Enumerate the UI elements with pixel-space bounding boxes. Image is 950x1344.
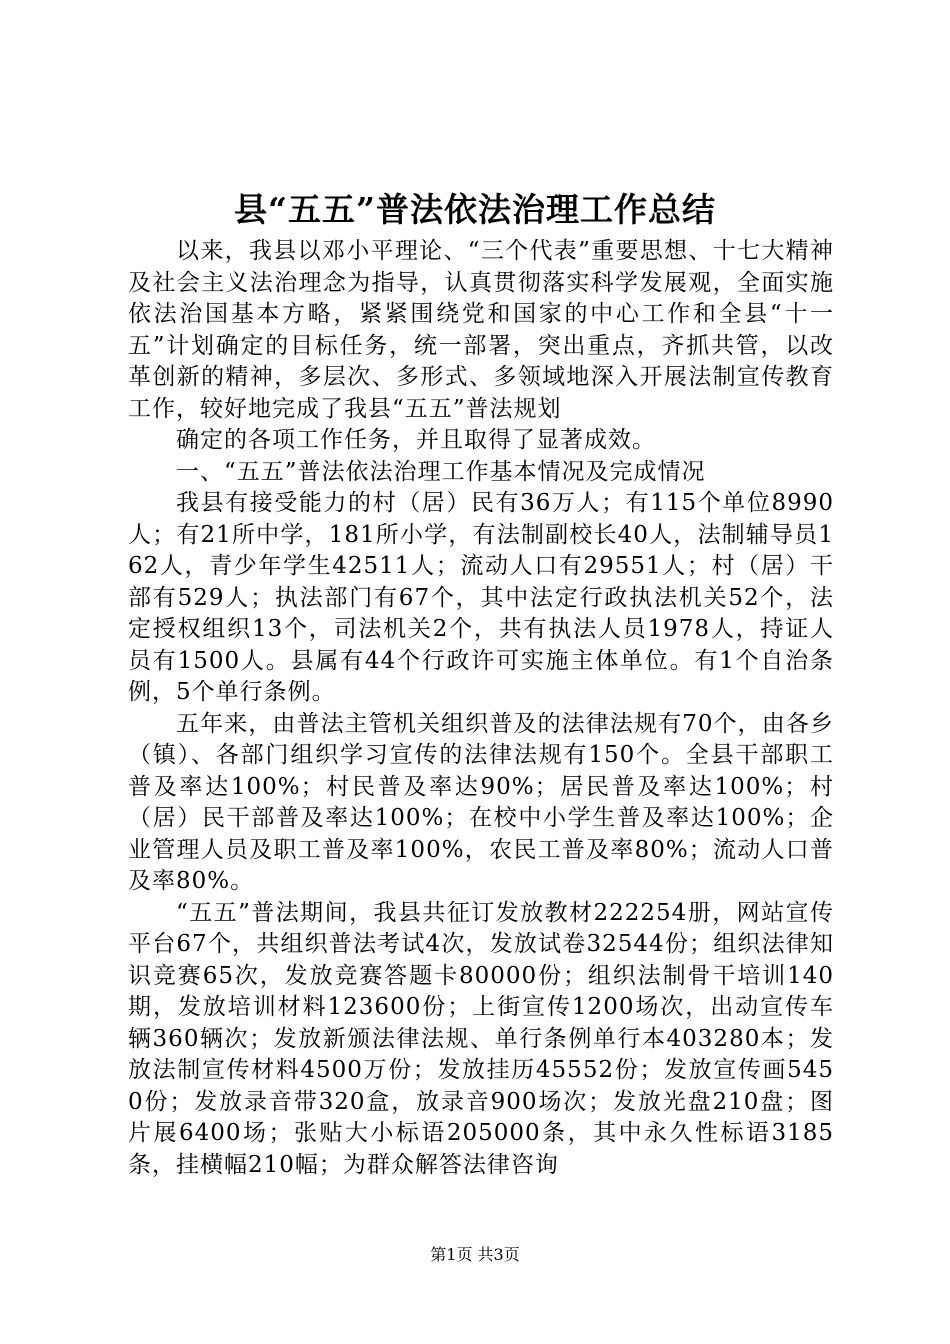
paragraph-intro: 以来，我县以邓小平理论、“三个代表”重要思想、十七大精神及社会主义法治理念为指导，认真贯彻落实科学发展观，全面实施依法治国基本方略，紧紧围绕党和国家的中心工作和全县“十一五”计划确定的目标任务，统一部署，突出重点，齐抓共管，以改革创新的精神，多层次、多形式、多领域地深入开展法制宣传教育工作，较好地完成了我县“五五”普法规划 xyxy=(128,238,834,422)
paragraph-publicity-activities: “五五”普法期间，我县共征订发放教材222254册，网站宣传平台67个，共组织普法考试4次，发放试卷32544份；组织法律知识竞赛65次，发放竞赛答题卡80000份；组织法制骨干培训140期，发放培训材料123600份；上街宣传1200场次，出动宣传车辆360辆次；发放新颁法律法规、单行条例单行本403280本；发放法制宣传材料4500万份；发放挂历45552份；发放宣传画5450份；发放录音带320盒，放录音900场次；发放光盘210盘；图片展6400场；张贴大小标语205000条，其中永久性标语3185条，挂横幅210幅；为群众解答法律咨询 xyxy=(128,899,834,1178)
paragraph-population-stats: 我县有接受能力的村（居）民有36万人；有115个单位8990人；有21所中学，181所小学，有法制副校长40人，法制辅导员162人，青少年学生42511人；流动人口有29551人；村（居）干部有529人；执法部门有67个，其中法定行政执法机关52个，法定授权组织13个，司法机关2个，共有执法人员1978人，持证人员有1500人。县属有44个行政许可实施主体单位。有1个自治条例，5个单行条例。 xyxy=(128,490,834,705)
document-body xyxy=(128,236,834,1181)
page-number: 第1页 共3页 xyxy=(430,1245,520,1264)
paragraph-intro-continued: 确定的各项工作任务，并且取得了显著成效。 xyxy=(176,427,656,453)
document-title: 县“五五”普法依法治理工作总结 xyxy=(234,190,716,229)
paragraph-coverage-rates: 五年来，由普法主管机关组织普及的法律法规有70个，由各乡（镇）、各部门组织学习宣传的法律法规有150个。全县干部职工普及率达100%；村民普及率达90%；居民普及率达100%；村（居）民干部普及率达100%；在校中小学生普及率达100%；企业管理人员及职工普及率100%，农民工普及率80%；流动人口普及率80%。 xyxy=(128,710,834,894)
section-heading: 一、“五五”普法依法治理工作基本情况及完成情况 xyxy=(176,458,706,485)
